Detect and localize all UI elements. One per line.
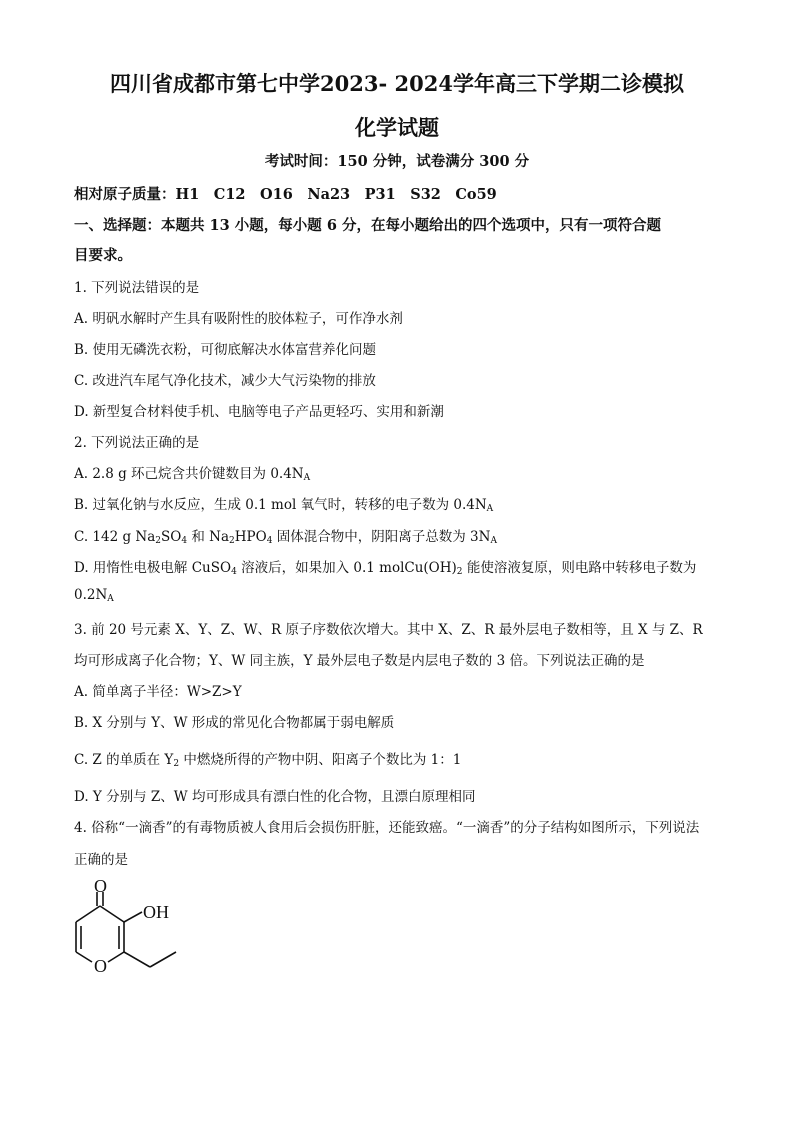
atom-oh: OH xyxy=(143,902,169,922)
section-heading: 一、选择题：本题共 13 小题，每小题 6 分，在每小题给出的四个选项中，只有一项符合题 xyxy=(74,217,661,234)
bond xyxy=(108,952,124,962)
question-1-option-b: B. 使用无磷洗衣粉，可彻底解决水体富营养化问题 xyxy=(74,342,377,358)
question-1-stem: 1. 下列说法错误的是 xyxy=(74,280,200,296)
atom-o-ring: O xyxy=(94,956,107,976)
question-3-option-c: C. Z 的单质在 $Y_2$ 中燃烧所得的产物中阴、阳离子个数比为 1：1 xyxy=(74,752,462,769)
question-4-stem: 4. 俗称“一滴香”的有毒物质被人食用后会损伤肝脏，还能致癌。“一滴香”的分子结构如图所示，下列说法 xyxy=(74,820,700,836)
question-2-option-d: D. 用惰性电极电解 CuSO$_4$ 溶液后，如果加入 0.1 $molCu(OH)_2$ 能使溶液复原，则电路中转移电子数为 xyxy=(74,560,697,577)
exam-title: 四川省成都市第七中学2023- 2024学年高三下学期二诊模拟 xyxy=(110,71,684,96)
question-2-option-c: C. 142 g $Na_2SO_4$ 和 $Na_2HPO_4$ 固体混合物中，阴阳离子总数为 $3N_A$ xyxy=(74,529,497,546)
question-4-stem-cont: 正确的是 xyxy=(74,852,128,868)
question-1-option-a: A. 明矾水解时产生具有吸附性的胶体粒子，可作净水剂 xyxy=(74,311,403,327)
exam-info: 考试时间：150 分钟，试卷满分 300 分 xyxy=(264,153,530,170)
subject-title: 化学试题 xyxy=(355,115,439,140)
question-1-option-c: C. 改进汽车尾气净化技术，减少大气污染物的排放 xyxy=(74,373,376,389)
question-3-option-a: A. 简单离子半径：W>Z>Y xyxy=(74,684,242,700)
bond xyxy=(150,952,176,967)
question-3-stem-cont: 均可形成离子化合物；Y、W 同主族，Y 最外层电子数是内层电子数的 3 倍。下列说法正确的是 xyxy=(74,653,645,669)
question-1-option-d: D. 新型复合材料使手机、电脑等电子产品更轻巧、实用和新潮 xyxy=(74,404,444,420)
bond xyxy=(76,906,100,922)
question-3-option-d: D. Y 分别与 Z、W 均可形成具有漂白性的化合物，且漂白原理相同 xyxy=(74,789,476,805)
section-heading-cont: 目要求。 xyxy=(74,247,132,264)
question-3-stem: 3. 前 20 号元素 X、Y、Z、W、R 原子序数依次增大。其中 X、Z、R 最外层电子数相等，且 X 与 Z、R xyxy=(74,622,703,638)
bond xyxy=(100,906,124,922)
atomic-mass-line: 相对原子质量：H1 C12 O16 Na23 P31 S32 Co59 xyxy=(74,186,497,203)
atom-o-top: O xyxy=(94,878,107,896)
bond xyxy=(76,952,92,962)
molecule-structure-figure xyxy=(60,878,200,998)
question-2-option-d-cont: $0.2N_A$ xyxy=(74,587,114,604)
question-2-option-a: A. 2.8 g 环己烷含共价键数目为 $0.4N_A$ xyxy=(74,466,311,483)
bond xyxy=(124,912,142,922)
question-2-option-b: B. 过氧化钠与水反应，生成 0.1 mol 氧气时，转移的电子数为 $0.4N_A$ xyxy=(74,497,494,514)
question-2-stem: 2. 下列说法正确的是 xyxy=(74,435,200,451)
question-3-option-b: B. X 分别与 Y、W 形成的常见化合物都属于弱电解质 xyxy=(74,715,395,731)
bond xyxy=(124,952,150,967)
